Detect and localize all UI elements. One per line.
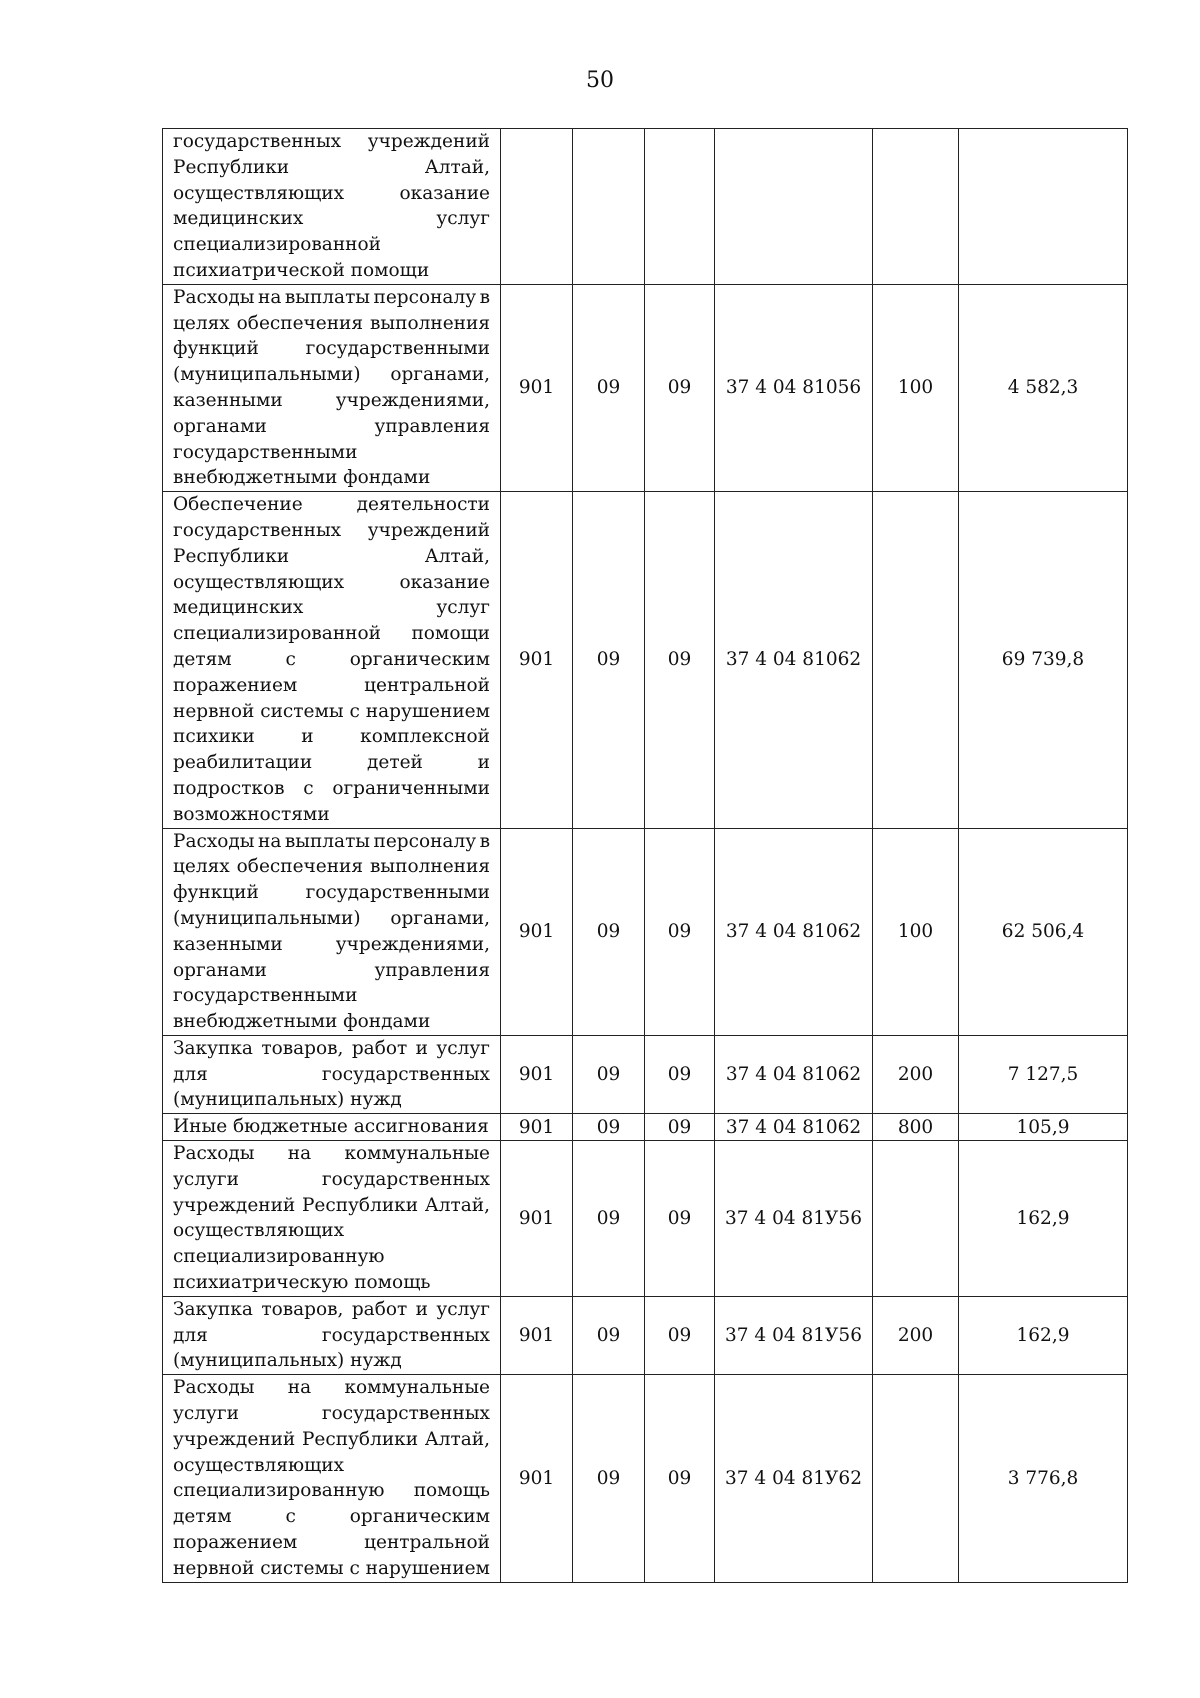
description-line: подростков с ограниченными xyxy=(173,777,490,799)
description-line: поражением центральной xyxy=(173,1532,490,1554)
table-row xyxy=(163,492,1128,828)
row-description xyxy=(163,284,501,491)
table-row xyxy=(163,1375,1128,1582)
table-row xyxy=(163,1114,1128,1141)
description-line: Расходы на коммунальные xyxy=(173,1143,490,1165)
cell-csr: 37 4 04 81056 xyxy=(715,284,873,491)
description-line: Республики Алтай, xyxy=(173,545,490,567)
cell-csr: 37 4 04 81062 xyxy=(715,1114,873,1141)
cell-csr: 37 4 04 81У56 xyxy=(715,1296,873,1374)
cell-amount: 3 776,8 xyxy=(959,1375,1128,1582)
description-line: Обеспечение деятельности xyxy=(173,494,490,516)
cell-pr: 09 xyxy=(645,1296,715,1374)
cell-vr xyxy=(873,1141,959,1297)
description-line: поражением центральной xyxy=(173,674,490,696)
row-description xyxy=(163,828,501,1035)
description-line: Расходы на выплаты персоналу в xyxy=(173,286,490,308)
cell-gr: 901 xyxy=(501,1141,573,1297)
cell-vr: 200 xyxy=(873,1296,959,1374)
description-line: внебюджетными фондами xyxy=(173,467,431,489)
description-line: осуществляющих xyxy=(173,1454,345,1476)
cell-csr: 37 4 04 81У56 xyxy=(715,1141,873,1297)
description-line: нервной системы с нарушением xyxy=(173,700,490,722)
description-line: Республики Алтай, xyxy=(173,156,490,178)
description-line: органами управления xyxy=(173,415,490,437)
cell-vr xyxy=(873,492,959,828)
cell-gr: 901 xyxy=(501,1296,573,1374)
cell-pr: 09 xyxy=(645,1141,715,1297)
description-line: (муниципальными) органами, xyxy=(173,907,490,929)
row-description xyxy=(163,1114,501,1141)
cell-amount: 4 582,3 xyxy=(959,284,1128,491)
cell-vr: 800 xyxy=(873,1114,959,1141)
description-line: учреждений Республики Алтай, xyxy=(173,1194,490,1216)
description-line: медицинских услуг xyxy=(173,597,490,619)
cell-gr: 901 xyxy=(501,284,573,491)
cell-pr: 09 xyxy=(645,1035,715,1113)
cell-csr xyxy=(715,129,873,285)
cell-vr xyxy=(873,129,959,285)
description-line: услуги государственных xyxy=(173,1168,490,1190)
row-description xyxy=(163,1141,501,1297)
cell-vr: 200 xyxy=(873,1035,959,1113)
description-line: осуществляющих оказание xyxy=(173,571,490,593)
cell-amount: 105,9 xyxy=(959,1114,1128,1141)
cell-pr: 09 xyxy=(645,828,715,1035)
description-line: Закупка товаров, работ и услуг xyxy=(173,1037,490,1059)
table-row xyxy=(163,828,1128,1035)
description-line: государственных учреждений xyxy=(173,519,490,541)
cell-rz: 09 xyxy=(573,1141,645,1297)
description-line: учреждений Республики Алтай, xyxy=(173,1428,490,1450)
description-line: реабилитации детей и xyxy=(173,752,490,774)
row-description xyxy=(163,492,501,828)
description-line: государственными xyxy=(173,985,358,1007)
cell-rz: 09 xyxy=(573,1114,645,1141)
cell-csr: 37 4 04 81062 xyxy=(715,492,873,828)
cell-amount: 69 739,8 xyxy=(959,492,1128,828)
description-line: для государственных xyxy=(173,1063,490,1085)
description-line: внебюджетными фондами xyxy=(173,1011,431,1033)
table-row xyxy=(163,129,1128,285)
description-line: (муниципальных) нужд xyxy=(173,1089,402,1111)
description-line: (муниципальными) органами, xyxy=(173,364,490,386)
table-row xyxy=(163,1141,1128,1297)
description-line: (муниципальных) нужд xyxy=(173,1350,402,1372)
table-row xyxy=(163,1035,1128,1113)
description-line: целях обеспечения выполнения xyxy=(173,856,490,878)
cell-gr: 901 xyxy=(501,492,573,828)
cell-pr xyxy=(645,129,715,285)
description-line: специализированную помощь xyxy=(173,1480,490,1502)
description-line: для государственных xyxy=(173,1324,490,1346)
description-line: казенными учреждениями, xyxy=(173,389,490,411)
cell-csr: 37 4 04 81062 xyxy=(715,828,873,1035)
table-row xyxy=(163,284,1128,491)
cell-rz xyxy=(573,129,645,285)
description-line: государственных учреждений xyxy=(173,131,490,152)
cell-pr: 09 xyxy=(645,1375,715,1582)
description-line: органами управления xyxy=(173,959,490,981)
cell-amount: 62 506,4 xyxy=(959,828,1128,1035)
description-line: целях обеспечения выполнения xyxy=(173,312,490,334)
description-line: функций государственными xyxy=(173,882,490,904)
description-line: детям с органическим xyxy=(173,648,490,670)
cell-vr xyxy=(873,1375,959,1582)
description-line: Расходы на выплаты персоналу в xyxy=(173,830,490,852)
cell-amount: 162,9 xyxy=(959,1296,1128,1374)
description-line: психики и комплексной xyxy=(173,726,490,748)
budget-table xyxy=(162,128,1128,1583)
table-row xyxy=(163,1296,1128,1374)
cell-vr: 100 xyxy=(873,828,959,1035)
description-line: специализированной помощи xyxy=(173,623,490,645)
cell-gr: 901 xyxy=(501,1035,573,1113)
description-line: медицинских услуг xyxy=(173,208,490,230)
description-line: детям с органическим xyxy=(173,1506,490,1528)
description-line: услуги государственных xyxy=(173,1403,490,1425)
description-line: Расходы на коммунальные xyxy=(173,1377,490,1399)
cell-amount: 7 127,5 xyxy=(959,1035,1128,1113)
description-line: осуществляющих xyxy=(173,1220,345,1242)
cell-csr: 37 4 04 81У62 xyxy=(715,1375,873,1582)
cell-pr: 09 xyxy=(645,1114,715,1141)
cell-rz: 09 xyxy=(573,1296,645,1374)
row-description xyxy=(163,1296,501,1374)
cell-csr: 37 4 04 81062 xyxy=(715,1035,873,1113)
cell-gr: 901 xyxy=(501,828,573,1035)
description-line: осуществляющих оказание xyxy=(173,182,490,204)
row-description xyxy=(163,1035,501,1113)
description-line: Иные бюджетные ассигнования xyxy=(173,1116,489,1138)
cell-rz: 09 xyxy=(573,492,645,828)
cell-vr: 100 xyxy=(873,284,959,491)
description-line: психиатрической помощи xyxy=(173,259,430,281)
description-line: нервной системы с нарушением xyxy=(173,1557,490,1579)
cell-pr: 09 xyxy=(645,492,715,828)
description-line: специализированной xyxy=(173,234,381,256)
cell-rz: 09 xyxy=(573,1035,645,1113)
description-line: специализированную xyxy=(173,1246,385,1268)
page-number: 50 xyxy=(586,68,614,93)
cell-amount: 162,9 xyxy=(959,1141,1128,1297)
cell-rz: 09 xyxy=(573,828,645,1035)
description-line: возможностями xyxy=(173,803,330,825)
row-description xyxy=(163,129,501,285)
cell-amount xyxy=(959,129,1128,285)
cell-pr: 09 xyxy=(645,284,715,491)
cell-gr xyxy=(501,129,573,285)
cell-gr: 901 xyxy=(501,1114,573,1141)
description-line: функций государственными xyxy=(173,338,490,360)
description-line: государственными xyxy=(173,441,358,463)
description-line: казенными учреждениями, xyxy=(173,933,490,955)
description-line: психиатрическую помощь xyxy=(173,1272,431,1294)
cell-rz: 09 xyxy=(573,1375,645,1582)
row-description xyxy=(163,1375,501,1582)
cell-rz: 09 xyxy=(573,284,645,491)
cell-gr: 901 xyxy=(501,1375,573,1582)
description-line: Закупка товаров, работ и услуг xyxy=(173,1298,490,1320)
